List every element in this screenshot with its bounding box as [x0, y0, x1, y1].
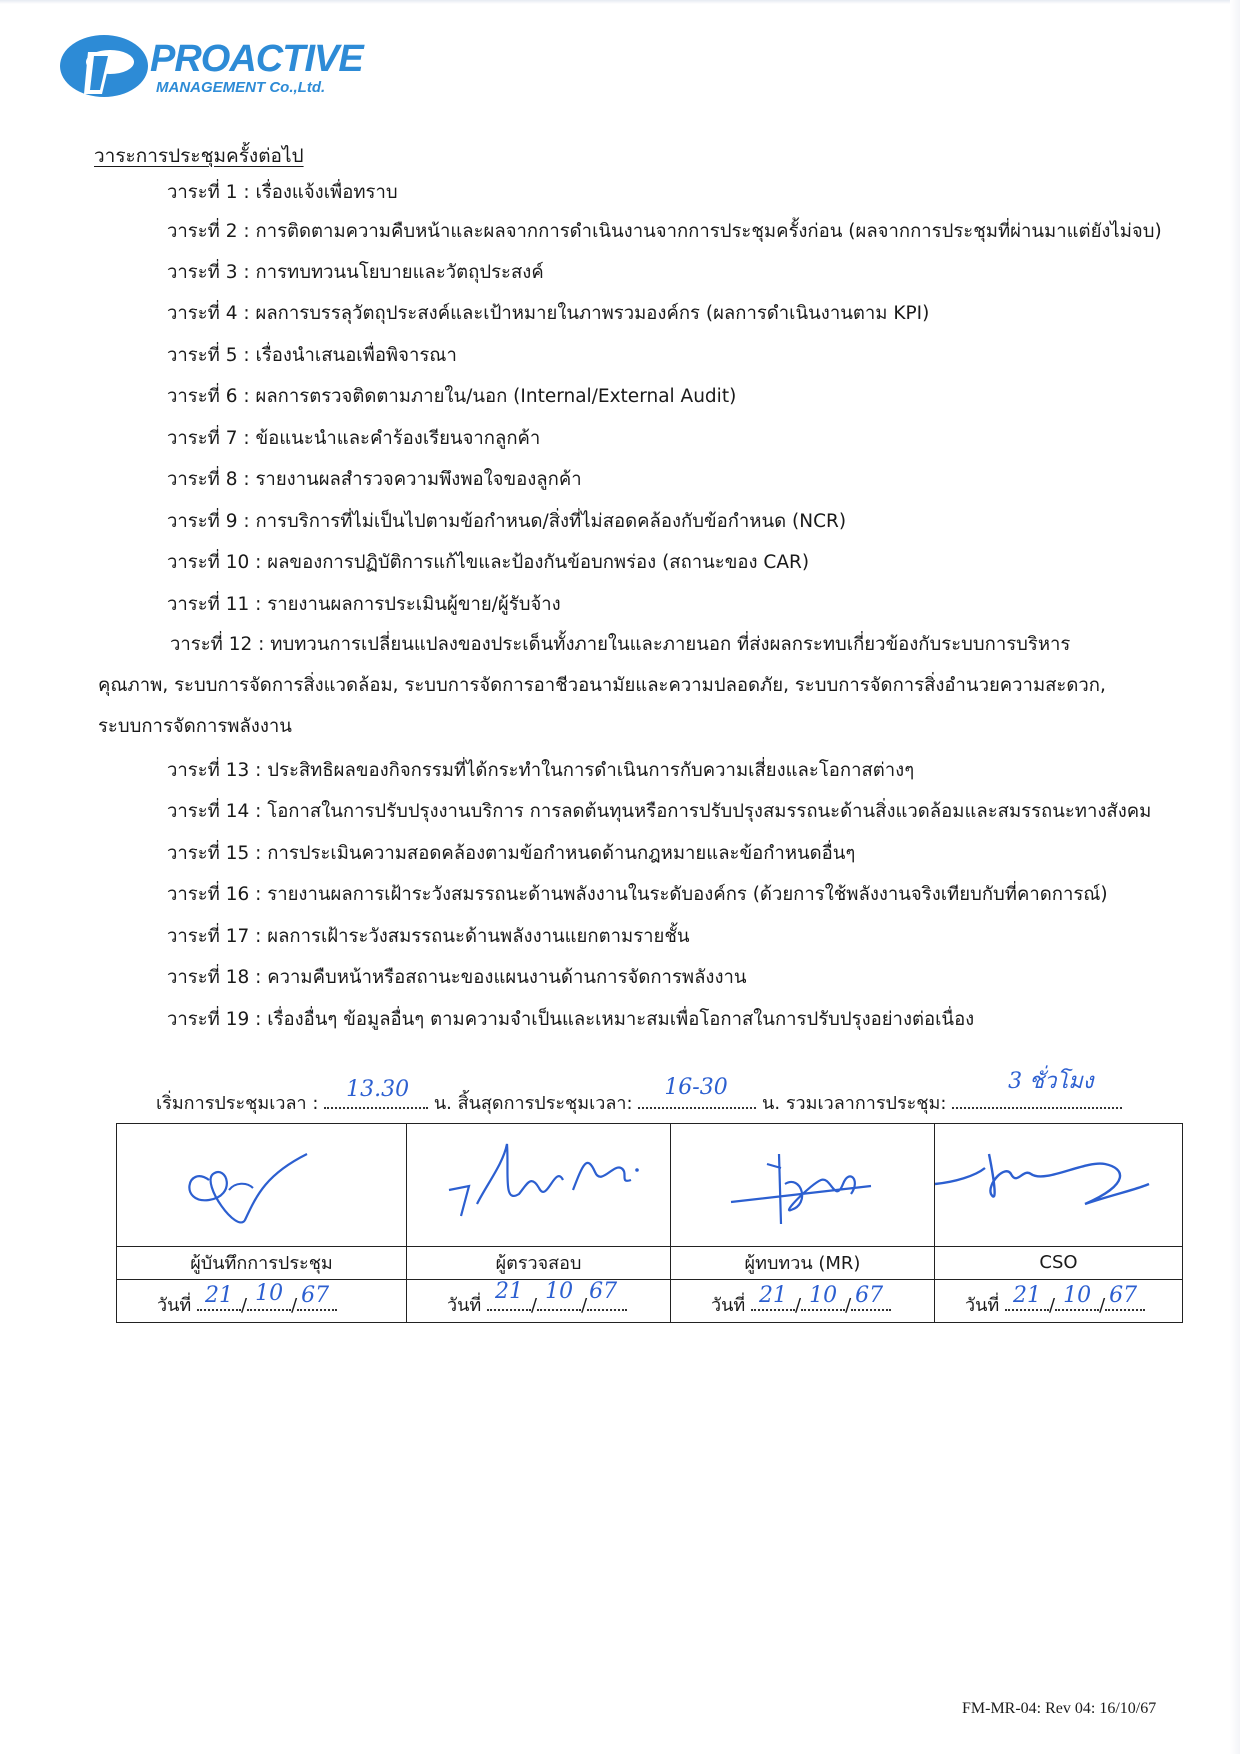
date-year-field — [1105, 1282, 1145, 1311]
role-reviewer: ผู้ทบทวน (MR) — [671, 1246, 935, 1279]
agenda-item-5: วาระที่ 5 : เรื่องนำเสนอเพื่อพิจารณา — [167, 345, 457, 366]
date-label: วันที่ — [965, 1294, 1000, 1316]
date-month: 10 — [1063, 1282, 1092, 1308]
total-time-field — [952, 1069, 1122, 1109]
agenda-item-2: วาระที่ 2 : การติดตามความคืบหน้าและผลจากการดำเนินงานจากการประชุมครั้งก่อน (ผลจากการประชุมที่ผ่านมาแต่ยังไม่จบ) — [167, 221, 1162, 242]
end-time-value: 16-30 — [664, 1075, 728, 1100]
signature-reviewer — [671, 1124, 935, 1247]
agenda-item-10: วาระที่ 10 : ผลของการปฏิบัติการแก้ไขและป้องกันข้อบกพร่อง (สถานะของ CAR) — [167, 552, 810, 573]
signature-table — [116, 1123, 1183, 1323]
handwritten-signature-cso — [935, 1124, 1183, 1242]
date-day: 21 — [495, 1278, 524, 1304]
total-time-value: 3 ชั่วโมง — [1008, 1069, 1094, 1094]
agenda-item-1: วาระที่ 1 : เรื่องแจ้งเพื่อทราบ — [167, 182, 398, 203]
start-time-field — [324, 1077, 428, 1109]
date-year: 67 — [1109, 1282, 1138, 1308]
total-time-label: รวมเวลาการประชุม: — [785, 1093, 947, 1114]
date-month-field — [801, 1282, 845, 1311]
date-label: วันที่ — [711, 1294, 746, 1316]
start-time-value: 13.30 — [346, 1077, 410, 1102]
date-day: 21 — [205, 1282, 234, 1308]
date-day-field — [487, 1278, 531, 1311]
date-reviewer: วันที่ 21 / 10 / 67 — [671, 1279, 935, 1322]
date-day-field — [197, 1282, 241, 1311]
end-time-unit: น. — [762, 1093, 781, 1114]
agenda-item-16: วาระที่ 16 : รายงานผลการเฝ้าระวังสมรรถนะด้านพลังงานในระดับองค์กร (ด้วยการใช้พลังงานจริงเทียบกับที่คาดการณ์) — [167, 884, 1108, 905]
agenda-item-12: วาระที่ 12 : ทบทวนการเปลี่ยนแปลงของประเด็นทั้งภายในและภายนอก ที่ส่งผลกระทบเกี่ยวข้องกับระบบการบริหารคุณภาพ, ระบบการจัดการสิ่งแวดล้อม, ระบบการจัดการอาชีวอนามัยและความปลอดภัย, ระบบการจัดการสิ่งอำนวยความสะดวก, ระบบการจัดการพลังงาน — [98, 634, 1106, 737]
role-checker: ผู้ตรวจสอบ — [407, 1246, 671, 1279]
date-recorder: วันที่ 21 / 10 / 67 — [117, 1279, 407, 1322]
agenda-item-14: วาระที่ 14 : โอกาสในการปรับปรุงงานบริการ การลดต้นทุนหรือการปรับปรุงสมรรถนะด้านสิ่งแวดล้อมและสมรรถนะทางสังคม — [167, 801, 1152, 822]
start-time-unit: น. — [433, 1093, 452, 1114]
date-month: 10 — [809, 1282, 838, 1308]
date-cso: วันที่ 21 / 10 / 67 — [935, 1279, 1183, 1322]
date-month: 10 — [545, 1278, 574, 1304]
meeting-time-line — [156, 1069, 1096, 1117]
date-label: วันที่ — [157, 1294, 192, 1316]
agenda-item-15: วาระที่ 15 : การประเมินความสอดคล้องตามข้อกำหนดด้านกฎหมายและข้อกำหนดอื่นๆ — [167, 843, 856, 864]
date-year-field — [851, 1282, 891, 1311]
agenda-item-17: วาระที่ 17 : ผลการเฝ้าระวังสมรรถนะด้านพลังงานแยกตามรายชั้น — [167, 926, 690, 947]
date-checker: วันที่ 21 / 10 / 67 — [407, 1279, 671, 1322]
handwritten-signature-checker — [407, 1124, 671, 1242]
form-code-footer: FM-MR-04: Rev 04: 16/10/67 — [962, 1700, 1157, 1717]
signature-cso — [935, 1124, 1183, 1247]
logo-name: PROACTIVE — [150, 38, 363, 80]
date-year: 67 — [855, 1282, 884, 1308]
date-year-field — [297, 1282, 337, 1311]
date-label: วันที่ — [447, 1294, 482, 1316]
logo-subtitle: MANAGEMENT Co.,Ltd. — [156, 79, 326, 96]
agenda-item-11: วาระที่ 11 : รายงานผลการประเมินผู้ขาย/ผู้รับจ้าง — [167, 594, 561, 615]
signature-checker — [407, 1124, 671, 1247]
start-time-label: เริ่มการประชุมเวลา : — [156, 1093, 319, 1114]
date-day-field — [1005, 1282, 1049, 1311]
agenda-item-3: วาระที่ 3 : การทบทวนนโยบายและวัตถุประสงค์ — [167, 262, 544, 283]
date-day: 21 — [759, 1282, 788, 1308]
agenda-item-19: วาระที่ 19 : เรื่องอื่นๆ ข้อมูลอื่นๆ ตามความจำเป็นและเหมาะสมเพื่อโอกาสในการปรับปรุงอย่างต่อเนื่อง — [167, 1009, 975, 1030]
date-month-field — [247, 1280, 291, 1311]
agenda-item-7: วาระที่ 7 : ข้อแนะนำและคำร้องเรียนจากลูกค้า — [167, 428, 541, 449]
handwritten-signature-recorder — [117, 1124, 407, 1242]
role-recorder: ผู้บันทึกการประชุม — [117, 1246, 407, 1279]
date-year-field — [587, 1278, 627, 1311]
end-time-field — [638, 1075, 756, 1109]
agenda-item-9: วาระที่ 9 : การบริการที่ไม่เป็นไปตามข้อกำหนด/สิ่งที่ไม่สอดคล้องกับข้อกำหนด (NCR) — [167, 511, 847, 532]
signature-recorder — [117, 1124, 407, 1247]
date-month-field — [1055, 1282, 1099, 1311]
role-cso: CSO — [935, 1246, 1183, 1279]
agenda-item-4: วาระที่ 4 : ผลการบรรลุวัตถุประสงค์และเป้าหมายในภาพรวมองค์กร (ผลการดำเนินงานตาม KPI) — [167, 303, 930, 324]
date-month-field — [537, 1278, 581, 1311]
agenda-item-18: วาระที่ 18 : ความคืบหน้าหรือสถานะของแผนงานด้านการจัดการพลังงาน — [167, 967, 747, 988]
date-day: 21 — [1013, 1282, 1042, 1308]
end-time-label: สิ้นสุดการประชุมเวลา: — [457, 1093, 633, 1114]
agenda-item-8: วาระที่ 8 : รายงานผลสำรวจความพึงพอใจของลูกค้า — [167, 469, 582, 490]
agenda-item-13: วาระที่ 13 : ประสิทธิผลของกิจกรรมที่ได้กระทำในการดำเนินการกับความเสี่ยงและโอกาสต่างๆ — [167, 760, 915, 781]
handwritten-signature-reviewer — [671, 1124, 935, 1242]
date-month: 10 — [255, 1280, 284, 1306]
agenda-heading: วาระการประชุมครั้งต่อไป — [94, 145, 304, 167]
agenda-item-6: วาระที่ 6 : ผลการตรวจติดตามภายใน/นอก (Internal/External Audit) — [167, 386, 737, 407]
date-year: 67 — [589, 1278, 618, 1304]
date-day-field — [751, 1282, 795, 1311]
date-year: 67 — [301, 1282, 330, 1308]
